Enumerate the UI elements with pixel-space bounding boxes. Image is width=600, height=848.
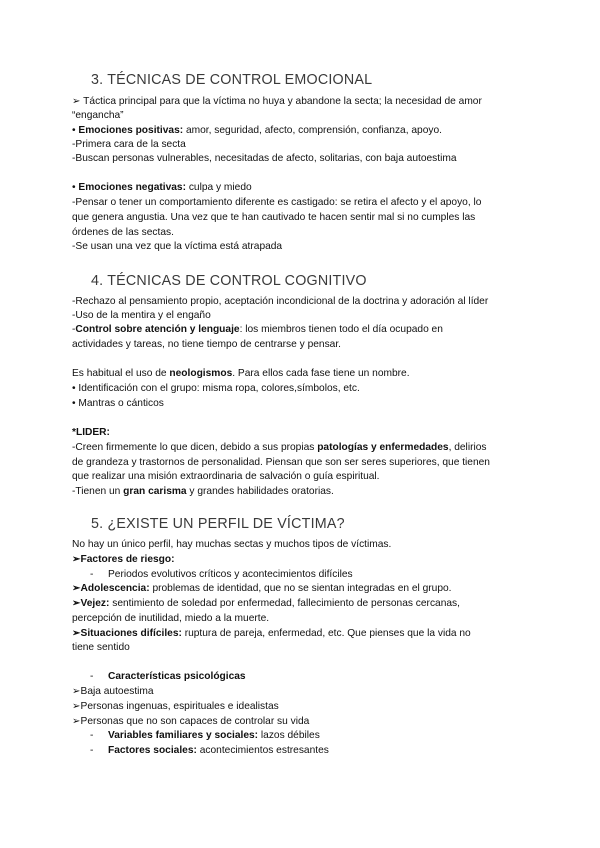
- text-span: culpa y miedo: [185, 182, 252, 193]
- sub-list-dash: -: [90, 569, 94, 580]
- text-line: [72, 597, 460, 611]
- text-line: • Identificación con el grupo: misma ropa, colores,símbolos, etc.: [72, 383, 360, 394]
- bold-label: Características psicológicas: [108, 671, 246, 682]
- dash: -: [72, 324, 76, 335]
- text-line: [72, 181, 252, 195]
- text-line: “engancha”: [72, 110, 124, 121]
- leader-label: [72, 426, 110, 440]
- bold-label: ➢Situaciones difíciles:: [72, 628, 182, 639]
- bold-label: gran carisma: [123, 486, 187, 497]
- bold-label: *LIDER:: [72, 427, 110, 438]
- text-line: -Rechazo al pensamiento propio, aceptación incondicional de la doctrina y adoración al líder: [72, 296, 489, 307]
- text-line: [72, 323, 443, 337]
- text-line: [108, 670, 246, 684]
- text-line: órdenes de las sectas.: [72, 227, 174, 238]
- text-line: que realizar una misión extraordinaria de salvación o guía espiritual.: [72, 471, 380, 482]
- text-line: de grandeza y trastornos de personalidad. Piensan que son ser seres superiores, que tienen: [72, 457, 490, 468]
- text-line: percepción de inutilidad, miedo a la muerte.: [72, 613, 270, 624]
- text-line: [72, 124, 442, 138]
- bold-label: Control sobre atención y lenguaje: [75, 324, 240, 335]
- section-heading-5: 5. ¿EXISTE UN PERFIL DE VÍCTIMA?: [91, 516, 345, 532]
- text-span: y grandes habilidades oratorias.: [186, 486, 334, 497]
- bold-label: Emociones positivas:: [78, 125, 184, 136]
- text-span: , delirios: [448, 442, 487, 453]
- text-line: • Mantras o cánticos: [72, 398, 164, 409]
- text-span: ruptura de pareja, enfermedad, etc. Que pienses que la vida no: [181, 628, 471, 639]
- text-span: acontecimientos estresantes: [196, 745, 329, 756]
- text-line: [108, 729, 320, 743]
- text-line: ➢Personas ingenuas, espirituales e idealistas: [72, 701, 279, 712]
- text-span: -Tienen un: [72, 486, 124, 497]
- section-heading-4: 4. TÉCNICAS DE CONTROL COGNITIVO: [91, 273, 367, 289]
- text-line: que genera angustia. Una vez que te han cautivado te hacen sentir mal si no cumples las: [72, 212, 476, 223]
- bullet: •: [72, 182, 79, 193]
- sub-list-dash: -: [90, 730, 94, 741]
- bold-label: Variables familiares y sociales:: [108, 730, 259, 741]
- text-line: [72, 627, 471, 641]
- text-line: -Buscan personas vulnerables, necesitadas de afecto, solitarias, con baja autoestima: [72, 153, 457, 164]
- text-line: -Pensar o tener un comportamiento diferente es castigado: se retira el afecto y el apoyo, lo: [72, 197, 482, 208]
- bold-label: patologías y enfermedades: [317, 442, 449, 453]
- bold-label: ➢Vejez:: [72, 598, 110, 609]
- text-span: amor, seguridad, afecto, comprensión, confianza, apoyo.: [183, 125, 442, 136]
- text-line: [108, 744, 329, 758]
- text-span: -Creen firmemente lo que dicen, debido a sus propias: [72, 442, 318, 453]
- text-line: [72, 582, 452, 596]
- section-heading-3: 3. TÉCNICAS DE CONTROL EMOCIONAL: [91, 72, 373, 88]
- bold-label: ➢Adolescencia:: [72, 583, 150, 594]
- text-line: -Uso de la mentira y el engaño: [72, 310, 211, 321]
- text-line: ➢ Táctica principal para que la víctima no huya y abandone la secta; la necesidad de amor: [72, 96, 482, 107]
- bullet: •: [72, 125, 79, 136]
- text-line: [72, 553, 175, 567]
- text-span: lazos débiles: [258, 730, 320, 741]
- sub-list-dash: -: [90, 671, 94, 682]
- text-span: sentimiento de soledad por enfermedad, fallecimiento de personas cercanas,: [109, 598, 460, 609]
- bold-label: Emociones negativas:: [78, 182, 186, 193]
- text-line: [72, 441, 487, 455]
- text-line: No hay un único perfil, hay muchas sectas y muchos tipos de víctimas.: [72, 539, 392, 550]
- bold-label: Factores sociales:: [108, 745, 197, 756]
- text-line: [72, 485, 334, 499]
- bold-label: ➢Factores de riesgo:: [72, 554, 175, 565]
- text-line: -Primera cara de la secta: [72, 139, 186, 150]
- text-span: . Para ellos cada fase tiene un nombre.: [232, 368, 410, 379]
- text-line: [72, 367, 410, 381]
- text-line: Periodos evolutivos críticos y acontecimientos difíciles: [108, 569, 353, 580]
- sub-list-dash: -: [90, 745, 94, 756]
- text-line: -Se usan una vez que la víctima está atrapada: [72, 241, 283, 252]
- text-line: actividades y tareas, no tiene tiempo de centrarse y pensar.: [72, 339, 341, 350]
- text-line: tiene sentido: [72, 642, 130, 653]
- text-span: : los miembros tienen todo el día ocupado en: [239, 324, 443, 335]
- bold-label: neologismos: [169, 368, 233, 379]
- text-line: ➢Personas que no son capaces de controlar su vida: [72, 716, 310, 727]
- text-span: Es habitual el uso de: [72, 368, 170, 379]
- text-line: ➢Baja autoestima: [72, 686, 154, 697]
- text-span: problemas de identidad, que no se sientan integradas en el grupo.: [149, 583, 452, 594]
